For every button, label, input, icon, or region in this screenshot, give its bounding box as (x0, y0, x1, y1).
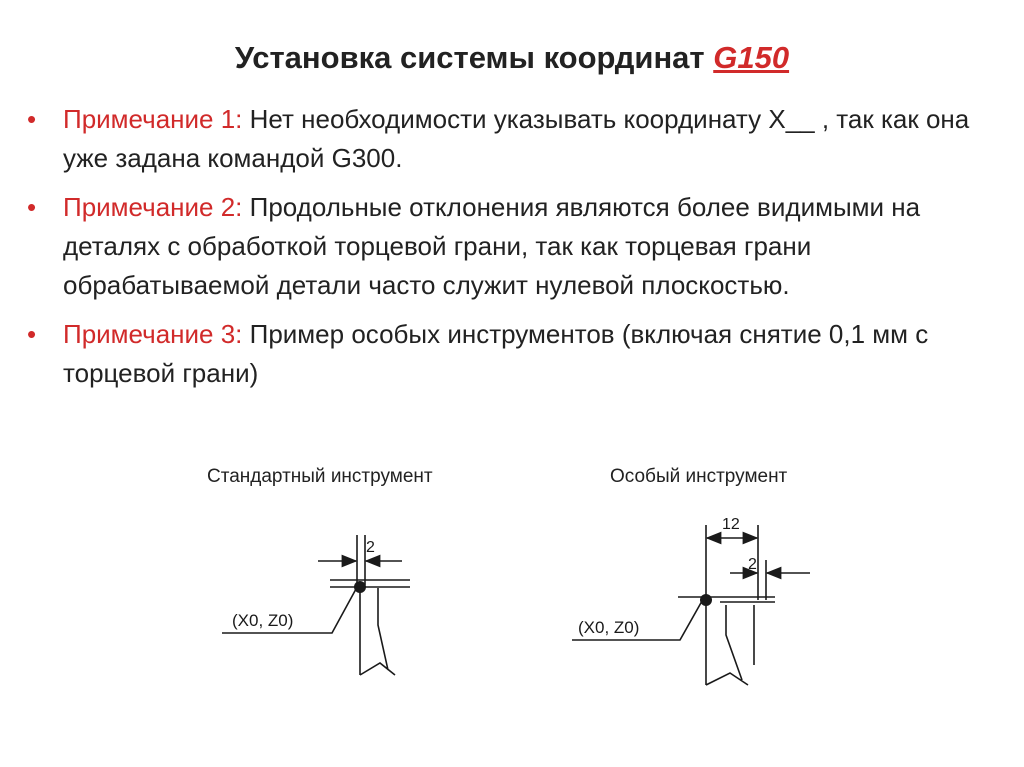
dimension-label: 2 (366, 539, 375, 556)
tool-body (360, 588, 395, 675)
special-tool-diagram (570, 505, 830, 695)
note-item (25, 100, 1000, 178)
note-label: Примечание 2: (63, 192, 243, 222)
notes-list (25, 100, 1000, 403)
tool-body (706, 602, 754, 685)
title-code: G150 (713, 40, 790, 75)
dimension-label: 2 (748, 556, 757, 573)
bullet-icon: • (27, 104, 37, 134)
note-text: Нет необходимости указывать координату X__ , так как она уже задана командой G300. (63, 104, 970, 173)
zero-point-label: (X0, Z0) (578, 618, 640, 637)
title-text: Установка системы координат (234, 40, 705, 75)
note-label: Примечание 1: (63, 104, 243, 134)
standard-tool-caption: Стандартный инструмент (207, 466, 433, 487)
note-item (25, 188, 1000, 305)
standard-tool-diagram (210, 525, 440, 685)
bullet-icon: • (27, 192, 37, 222)
note-text: Продольные отклонения являются более видимыми на деталях с обработкой торцевой грани, так как торцевая грани обрабатываемой детали часто служит нулевой плоскостью. (63, 192, 921, 300)
note-item (25, 315, 1000, 393)
special-tool-caption: Особый инструмент (610, 466, 788, 487)
bullet-icon: • (27, 319, 37, 349)
zero-point-label: (X0, Z0) (232, 611, 294, 630)
slide-title (0, 40, 1024, 76)
zero-point-marker (354, 581, 366, 593)
dimension-label: 12 (722, 516, 740, 533)
note-label: Примечание 3: (63, 319, 243, 349)
note-text: Пример особых инструментов (включая снятие 0,1 мм с торцевой грани) (63, 319, 929, 388)
zero-point-marker (700, 594, 712, 606)
